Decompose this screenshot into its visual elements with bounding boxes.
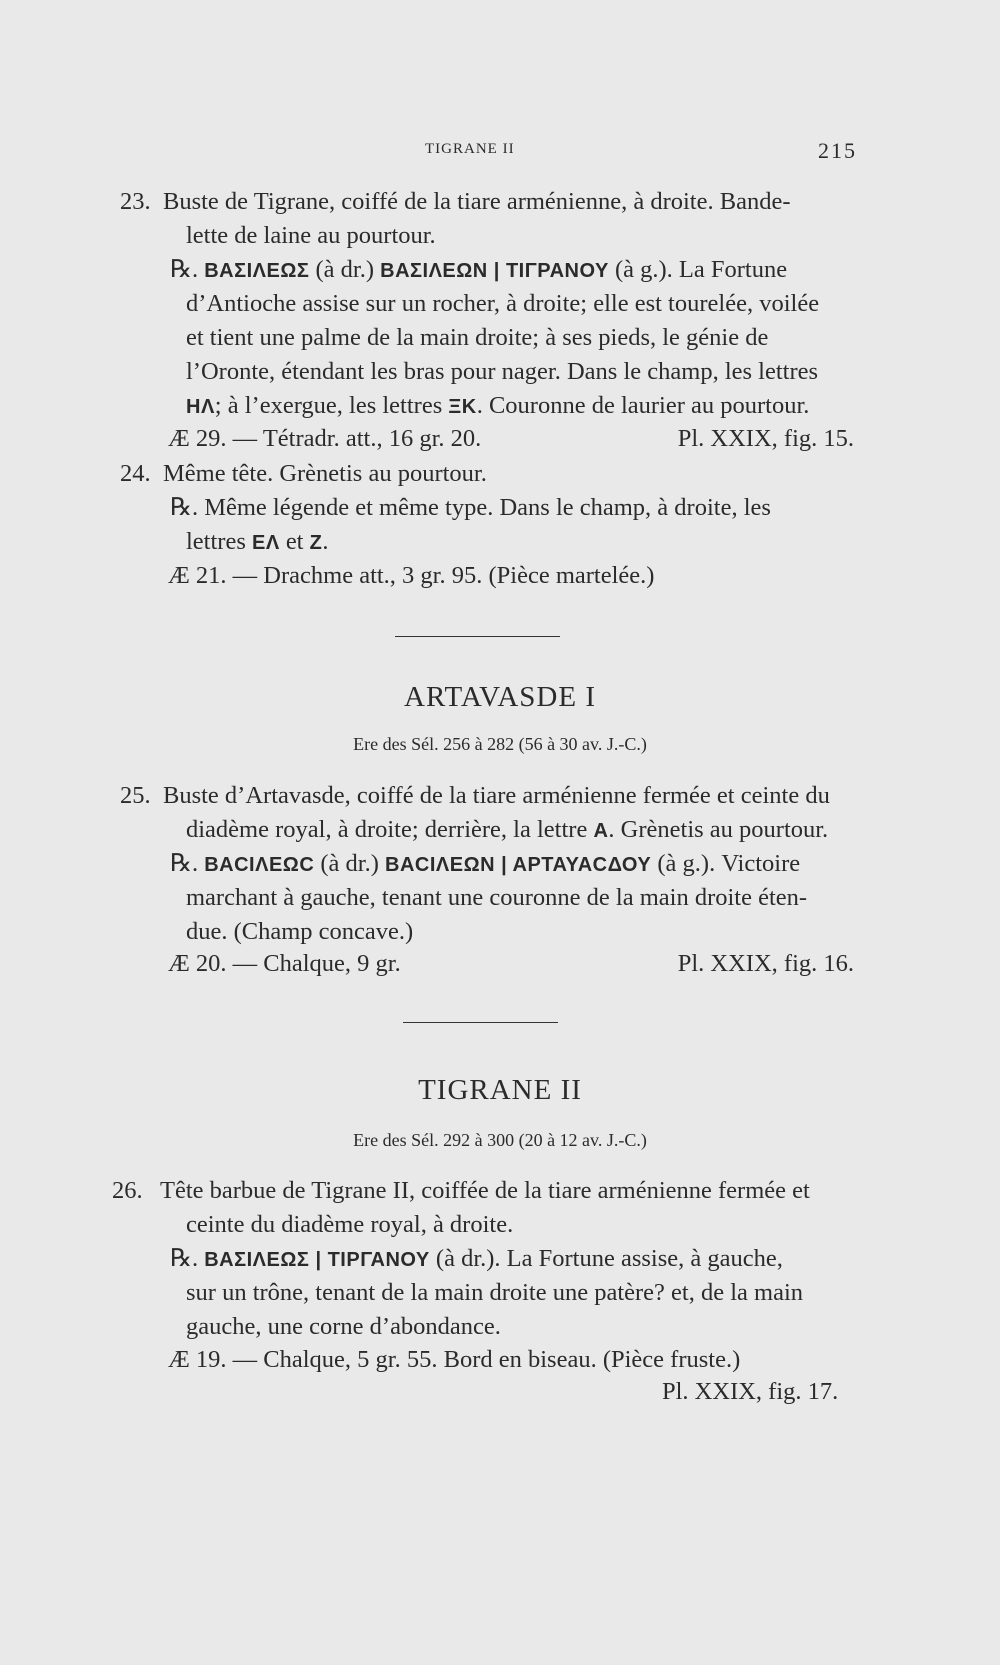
page-number: 215 — [818, 138, 857, 163]
entry-line: sur un trône, tenant de la main droite une patère? et, de la main — [186, 1279, 804, 1306]
reverse-line: ℞. Même légende et même type. Dans le champ, à droite, les — [170, 494, 771, 521]
entry-line: lette de laine au pourtour. — [186, 222, 436, 249]
entry-line: d’Antioche assise sur un rocher, à droite; elle est tourelée, voilée — [186, 290, 820, 317]
plate-reference: Pl. XXIX, fig. 15. — [677, 425, 854, 452]
coin-metadata-line — [168, 423, 854, 455]
entry-number: 23. — [120, 188, 151, 215]
section-divider — [403, 1022, 558, 1023]
entry-line: diadème royal, à droite; derrière, la lettre Α. Grènetis au pourtour. — [186, 816, 829, 843]
entry-line: Tête barbue de Tigrane II, coiffée de la tiare arménienne fermée et — [160, 1177, 810, 1204]
entry-line: l’Oronte, étendant les bras pour nager. Dans le champ, les lettres — [186, 358, 819, 385]
plate-reference: Pl. XXIX, fig. 17. — [662, 1378, 839, 1405]
section-divider — [395, 636, 560, 637]
greek-legend: ΒΑΣΙΛΕΩΣ — [204, 260, 310, 282]
section-subtitle: Ere des Sél. 256 à 282 (56 à 30 av. J.-C.) — [353, 734, 647, 754]
greek-legend: ΒΑCΙΛΕΩΝ | ΑΡΤΑΥΑCΔΟΥ — [385, 854, 652, 876]
greek-letters: ΕΛ — [252, 532, 280, 554]
coin-metadata-line — [168, 948, 854, 980]
reverse-symbol: ℞. — [170, 494, 199, 521]
greek-letters: ΞΚ — [448, 396, 477, 418]
metal-weight: Æ 29. — Tétradr. att., 16 gr. 20. — [168, 425, 482, 452]
section-title: TIGRANE II — [418, 1074, 582, 1106]
reverse-symbol: ℞. — [170, 1245, 199, 1272]
greek-letters: Ζ — [309, 532, 323, 554]
entry-line: gauche, une corne d’abondance. — [186, 1313, 501, 1340]
running-head: TIGRANE II — [425, 141, 515, 157]
reverse-symbol: ℞. — [170, 256, 199, 283]
entry-line: ΗΛ; à l’exergue, les lettres ΞΚ. Couronne de laurier au pourtour. — [186, 392, 810, 419]
entry-number: 24. — [120, 460, 151, 487]
entry-number: 26. — [112, 1177, 143, 1204]
entry-line: Buste de Tigrane, coiffé de la tiare arménienne, à droite. Bande- — [163, 188, 791, 215]
greek-legend: ΒΑΣΙΛΕΩΝ | ΤΙΓΡΑΝΟΥ — [380, 260, 609, 282]
entry-line: Buste d’Artavasde, coiffé de la tiare arménienne fermée et ceinte du — [163, 782, 830, 809]
entry-line: Même tête. Grènetis au pourtour. — [163, 460, 487, 487]
entry-line: marchant à gauche, tenant une couronne de la main droite éten- — [186, 884, 808, 911]
plate-reference: Pl. XXIX, fig. 16. — [677, 950, 854, 977]
entry-number: 25. — [120, 782, 151, 809]
coin-metadata-line: Æ 19. — Chalque, 5 gr. 55. Bord en biseau. (Pièce fruste.) — [168, 1346, 741, 1373]
entry-line: et tient une palme de la main droite; à ses pieds, le génie de — [186, 324, 769, 351]
greek-legend: ΒΑCΙΛΕΩC — [204, 854, 315, 876]
metal-weight: Æ 20. — Chalque, 9 gr. — [168, 950, 401, 977]
reverse-line: ℞. ΒΑΣΙΛΕΩΣ | ΤΙΡΓΑΝΟΥ (à dr.). La Fortune assise, à gauche, — [170, 1245, 783, 1272]
reverse-symbol: ℞. — [170, 850, 199, 877]
reverse-line: ℞. ΒΑΣΙΛΕΩΣ (à dr.) ΒΑΣΙΛΕΩΝ | ΤΙΓΡΑΝΟΥ (à g.). La Fortune — [170, 256, 788, 283]
entry-line: due. (Champ concave.) — [186, 918, 414, 945]
section-title: ARTAVASDE I — [404, 681, 596, 713]
entry-line: ceinte du diadème royal, à droite. — [186, 1211, 514, 1238]
greek-letters: ΗΛ — [186, 396, 215, 418]
greek-letters: Α — [593, 820, 609, 842]
entry-line: lettres ΕΛ et Ζ. — [186, 528, 329, 555]
reverse-line: ℞. ΒΑCΙΛΕΩC (à dr.) ΒΑCΙΛΕΩΝ | ΑΡΤΑΥΑCΔΟΥ (à g.). Victoire — [170, 850, 801, 877]
coin-metadata-line: Æ 21. — Drachme att., 3 gr. 95. (Pièce martelée.) — [168, 562, 655, 589]
greek-legend: ΒΑΣΙΛΕΩΣ | ΤΙΡΓΑΝΟΥ — [204, 1249, 430, 1271]
section-subtitle: Ere des Sél. 292 à 300 (20 à 12 av. J.-C.) — [353, 1130, 647, 1150]
